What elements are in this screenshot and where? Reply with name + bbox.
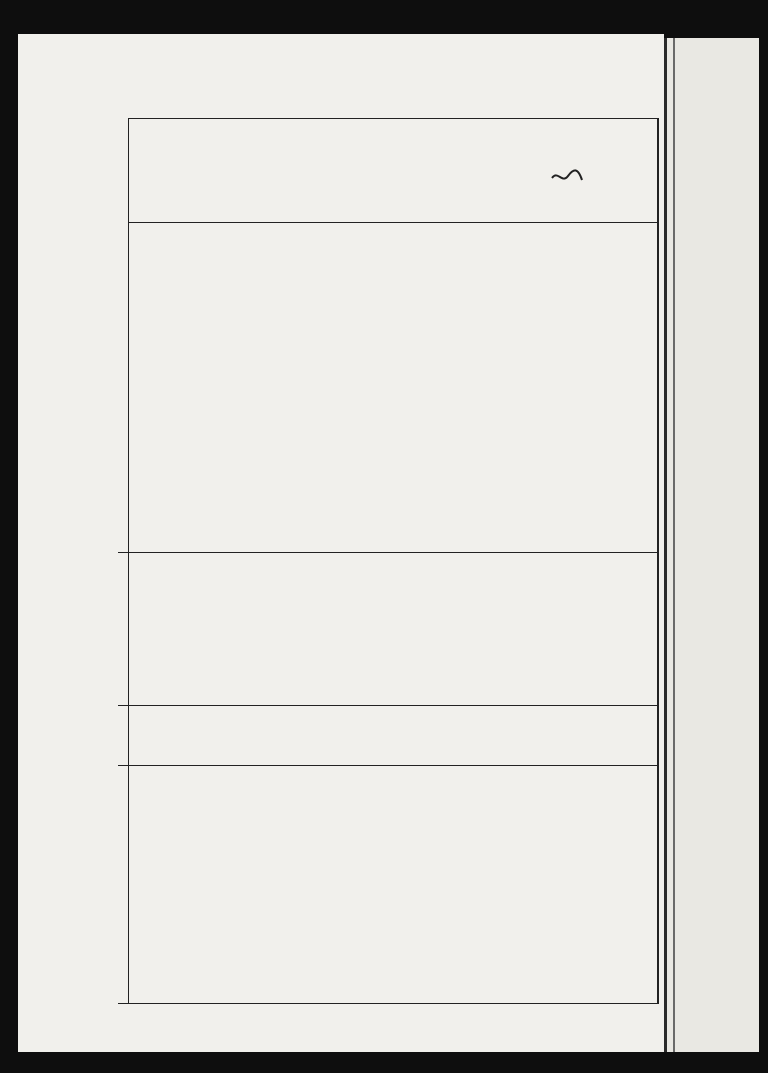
- col-divider-2: [118, 705, 658, 706]
- squiggle-mark: [548, 158, 588, 188]
- col-divider-1: [118, 552, 658, 553]
- table-bottom-rule: [118, 1003, 658, 1004]
- table-top-rule: [128, 118, 658, 119]
- table-right-rule: [657, 118, 659, 1004]
- header-divider: [128, 222, 658, 223]
- facing-page-edge: [664, 38, 759, 1052]
- table-left-rule: [128, 118, 129, 1004]
- col-divider-3: [118, 765, 658, 766]
